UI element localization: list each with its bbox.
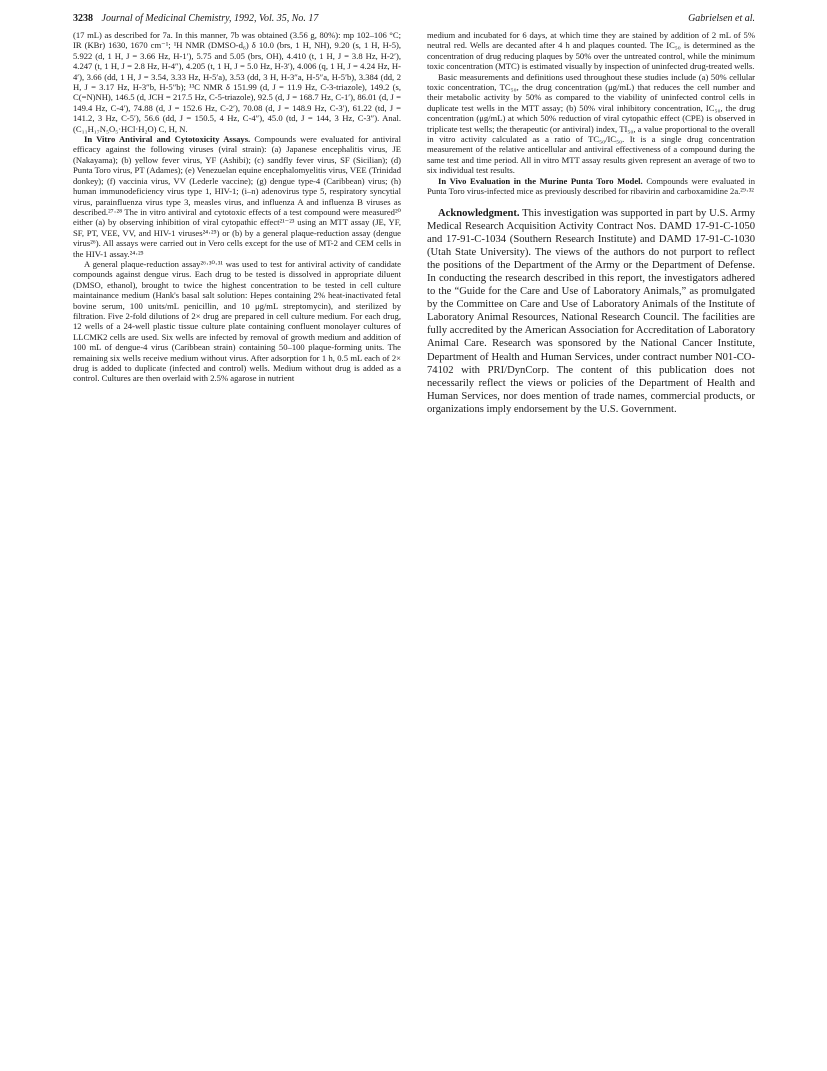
in-vivo-paragraph <box>427 176 755 197</box>
acknowledgment-heading: Acknowledgment. <box>438 207 520 219</box>
experimental-paragraph: (17 mL) as described for 7a. In this manner, 7b was obtained (3.56 g, 80%): mp 102–106 °C; IR (KBr) 1630, 1670 cm⁻¹; ¹H NMR (DMSO-d₆) δ 10.0 (brs, 1 H, NH), 9.20 (s, 1 H, H-5), 5.922 (d, 1 H, J = 3.66 Hz, H-1′), 5.75 and 5.05 (brs, OH), 4.410 (t, 1 H, J = 3.8 Hz, H-2′), 4.247 (t, 1 H, J = 2.8 Hz, H-4″), 4.205 (t, 1 H, J = 5.0 Hz, H-3′), 4.006 (q, 1 H, J = 4.24 Hz, H-4′), 3.66 (dd, 1 H, J = 3.54, 3.33 Hz, H-5′a), 3.53 (dd, 3 H, H-3″a, H-5″a, H-5′b), 3.384 (dd, 2 H, J = 3.17 Hz, H-3″b, H-5″b); ¹³C NMR δ 151.99 (d, J = 11.9 Hz, C-3-triazole), 149.2 (s, C(=N)NH), 146.5 (d, JCH = 217.5 Hz, C-5-triazole), 92.5 (d, J = 168.7 Hz, C-1′), 86.01 (d, J = 149.4 Hz, C-4′), 74.88 (d, J = 152.6 Hz, C-2′), 70.08 (d, J = 148.9 Hz, C-3′), 61.22 (td, J = 141.2, 3 Hz, C-5′), 56.6 (dd, J = 150.5, 4 Hz, C-4″), 45.0 (td, J = 144, 3 Hz, C-3″). Anal. (C₁₁H₁₇N₅O₅·HCl·H₂O) C, H, N. <box>73 30 401 134</box>
plaque-reduction-paragraph: A general plaque-reduction assay²⁶·³⁰·³¹ was used to test for antiviral activity of candidate compounds against dengue virus. Each drug to be tested is dissolved in appropriate diluent (DMSO, ethanol), brought to twice the highest concentration to be tested in cell culture maintainance medium (Hank's basal salt solution: Hepes containing 2% heat-inactivated fetal bovine serum, 100 units/mL penicillin, and 10 μg/mL streptomycin), and sterilized by filtration. Five 2-fold dilutions of 2× drug are prepared in cell culture medium. For each drug, 12 wells of a 24-well plastic tissue culture plate containing confluent monolayer cultures of LLCMK2 cells are used. Six wells are infected by removal of growth medium and addition of 100 mL of dengue-4 virus (Caribbean strain) containing 50–100 plaque-forming units. The remaining six wells receive medium without virus. After adsorption for 1 h, 0.5 mL each of 2× drug is added to duplicate (infected and control) wells. Medium without drug is added as a control. Cultures are then overlaid with 2.5% agarose in nutrient <box>73 258 401 384</box>
in-vivo-heading: In Vivo Evaluation in the Murine Punta Toro Model. <box>438 175 643 186</box>
journal-citation: Journal of Medicinal Chemistry, 1992, Vol. 35, No. 17 <box>101 13 319 24</box>
incubation-paragraph: medium and incubated for 6 days, at which time they are stained by addition of 2 mL of 5% neutral red. Wells are decanted after 4 h and plaques counted. The IC₅₀ is determined as the concentration of drug reducing plaques by 50% over the untreated control, while the minimum toxic concentration (MTC) is estimated visually by inspection of uninfected drug-treated wells. <box>427 30 755 72</box>
right-column <box>427 30 755 416</box>
in-vitro-assays-paragraph <box>73 134 401 259</box>
running-header <box>73 11 755 27</box>
acknowledgment-text: This investigation was supported in part by U.S. Army Medical Research Acquisition Activity Contract Nos. DAMD 17-91-C-1050 and 17-91-C-1034 (Southern Research Institute) and DAMD 17-91-C-1030 (Utah State University). The views of the authors do not purport to reflect the positions of the Department of the Army or the Department of Defense. In conducting the research described in this report, the investigators adhered to the “Guide for the Care and Use of Laboratory Animals,” as promulgated by the Committee on Care and Use of Laboratory Animals of the Institute of Laboratory Animal Resources, National Research Council. The facilities are fully accredited by the American Association for Accreditation of Laboratory Animal Care. Research was sponsored by the National Cancer Institute, Department of Health and Human Services, under contract number N01-CO-74102 with PRI/DynCorp. The content of this publication does not necessarily reflect the views or policies of the Department of Health and Human Services, nor does mention of trade names, commercial products, or organizations imply endorsement by the U.S. Government. <box>427 207 755 415</box>
in-vitro-assays-text: Compounds were evaluated for antiviral efficacy against the following viruses (viral strain): (a) Japanese encephalitis virus, JE (Nakayama); (b) yellow fever virus, YF (Ashibi); (c) sandfly fever virus, SF (Sicilian); (d) Punta Toro virus, PT (Adames); (e) Venezuelan equine encephalomyelitis virus, VEE (Trinidad donkey); (f) vaccinia virus, VV (Lederle vaccine); (g) dengue type-4 (Caribbean) virus; (h) human immunodeficiency virus type 1, HIV-1; (i–n) adenovirus type 5, respiratory syncytial virus, parainfluenza virus type 3, measles virus, and influenza A and influenza B viruses as described.²⁷·²⁸ The in vitro antiviral and cytotoxic effects of a test compound were measured²⁰ either (a) by observing inhibition of viral cytopathic effect²¹⁻²³ using an MTT assay (JE, YF, SF, PT, VEE, VV, and HIV-1 viruses²⁴·²⁵) or (b) by a general plaque-reduction assay (dengue virus²⁶). All assays were carried out in Vero cells except for the use of MT-2 and CEM cells in the HIV-1 assay.²⁴·²⁵ <box>73 134 401 259</box>
in-vivo-text: Compounds were evaluated in Punta Toro virus-infected mice as previously described for ribavirin and carboxamidine 2a.²⁹·³² <box>427 175 755 197</box>
acknowledgment-paragraph <box>427 207 755 417</box>
definitions-paragraph: Basic measurements and definitions used throughout these studies include (a) 50% cellular toxic concentration, TC₅₀, the drug concentration (μg/mL) that reduces the cell number and their metabolic activity by 50% as compared to the viability of uninfected control cells in duplicate test wells in the MTT assay; (b) 50% viral inhibitory concentration, IC₅₀, the drug concentration (μg/mL) at which 50% reduction of viral cytopathic effect (CPE) is observed in triplicate test wells; the therapeutic (or antiviral) index, TI₅₀, a value proportional to the overall in vitro activity calculated as a ratio of TC₅₀/IC₅₀. It is a single drug concentration measurement of the relative anticellular and antiviral effectiveness of a compound during the same test and time period. All in vitro MTT assay results given represent an average of two to six individual test results. <box>427 71 755 176</box>
page-number: 3238 <box>73 13 93 24</box>
left-column <box>73 30 401 384</box>
running-authors: Gabrielsen et al. <box>688 13 755 24</box>
in-vitro-assays-heading: In Vitro Antiviral and Cytotoxicity Assays. <box>84 134 251 145</box>
